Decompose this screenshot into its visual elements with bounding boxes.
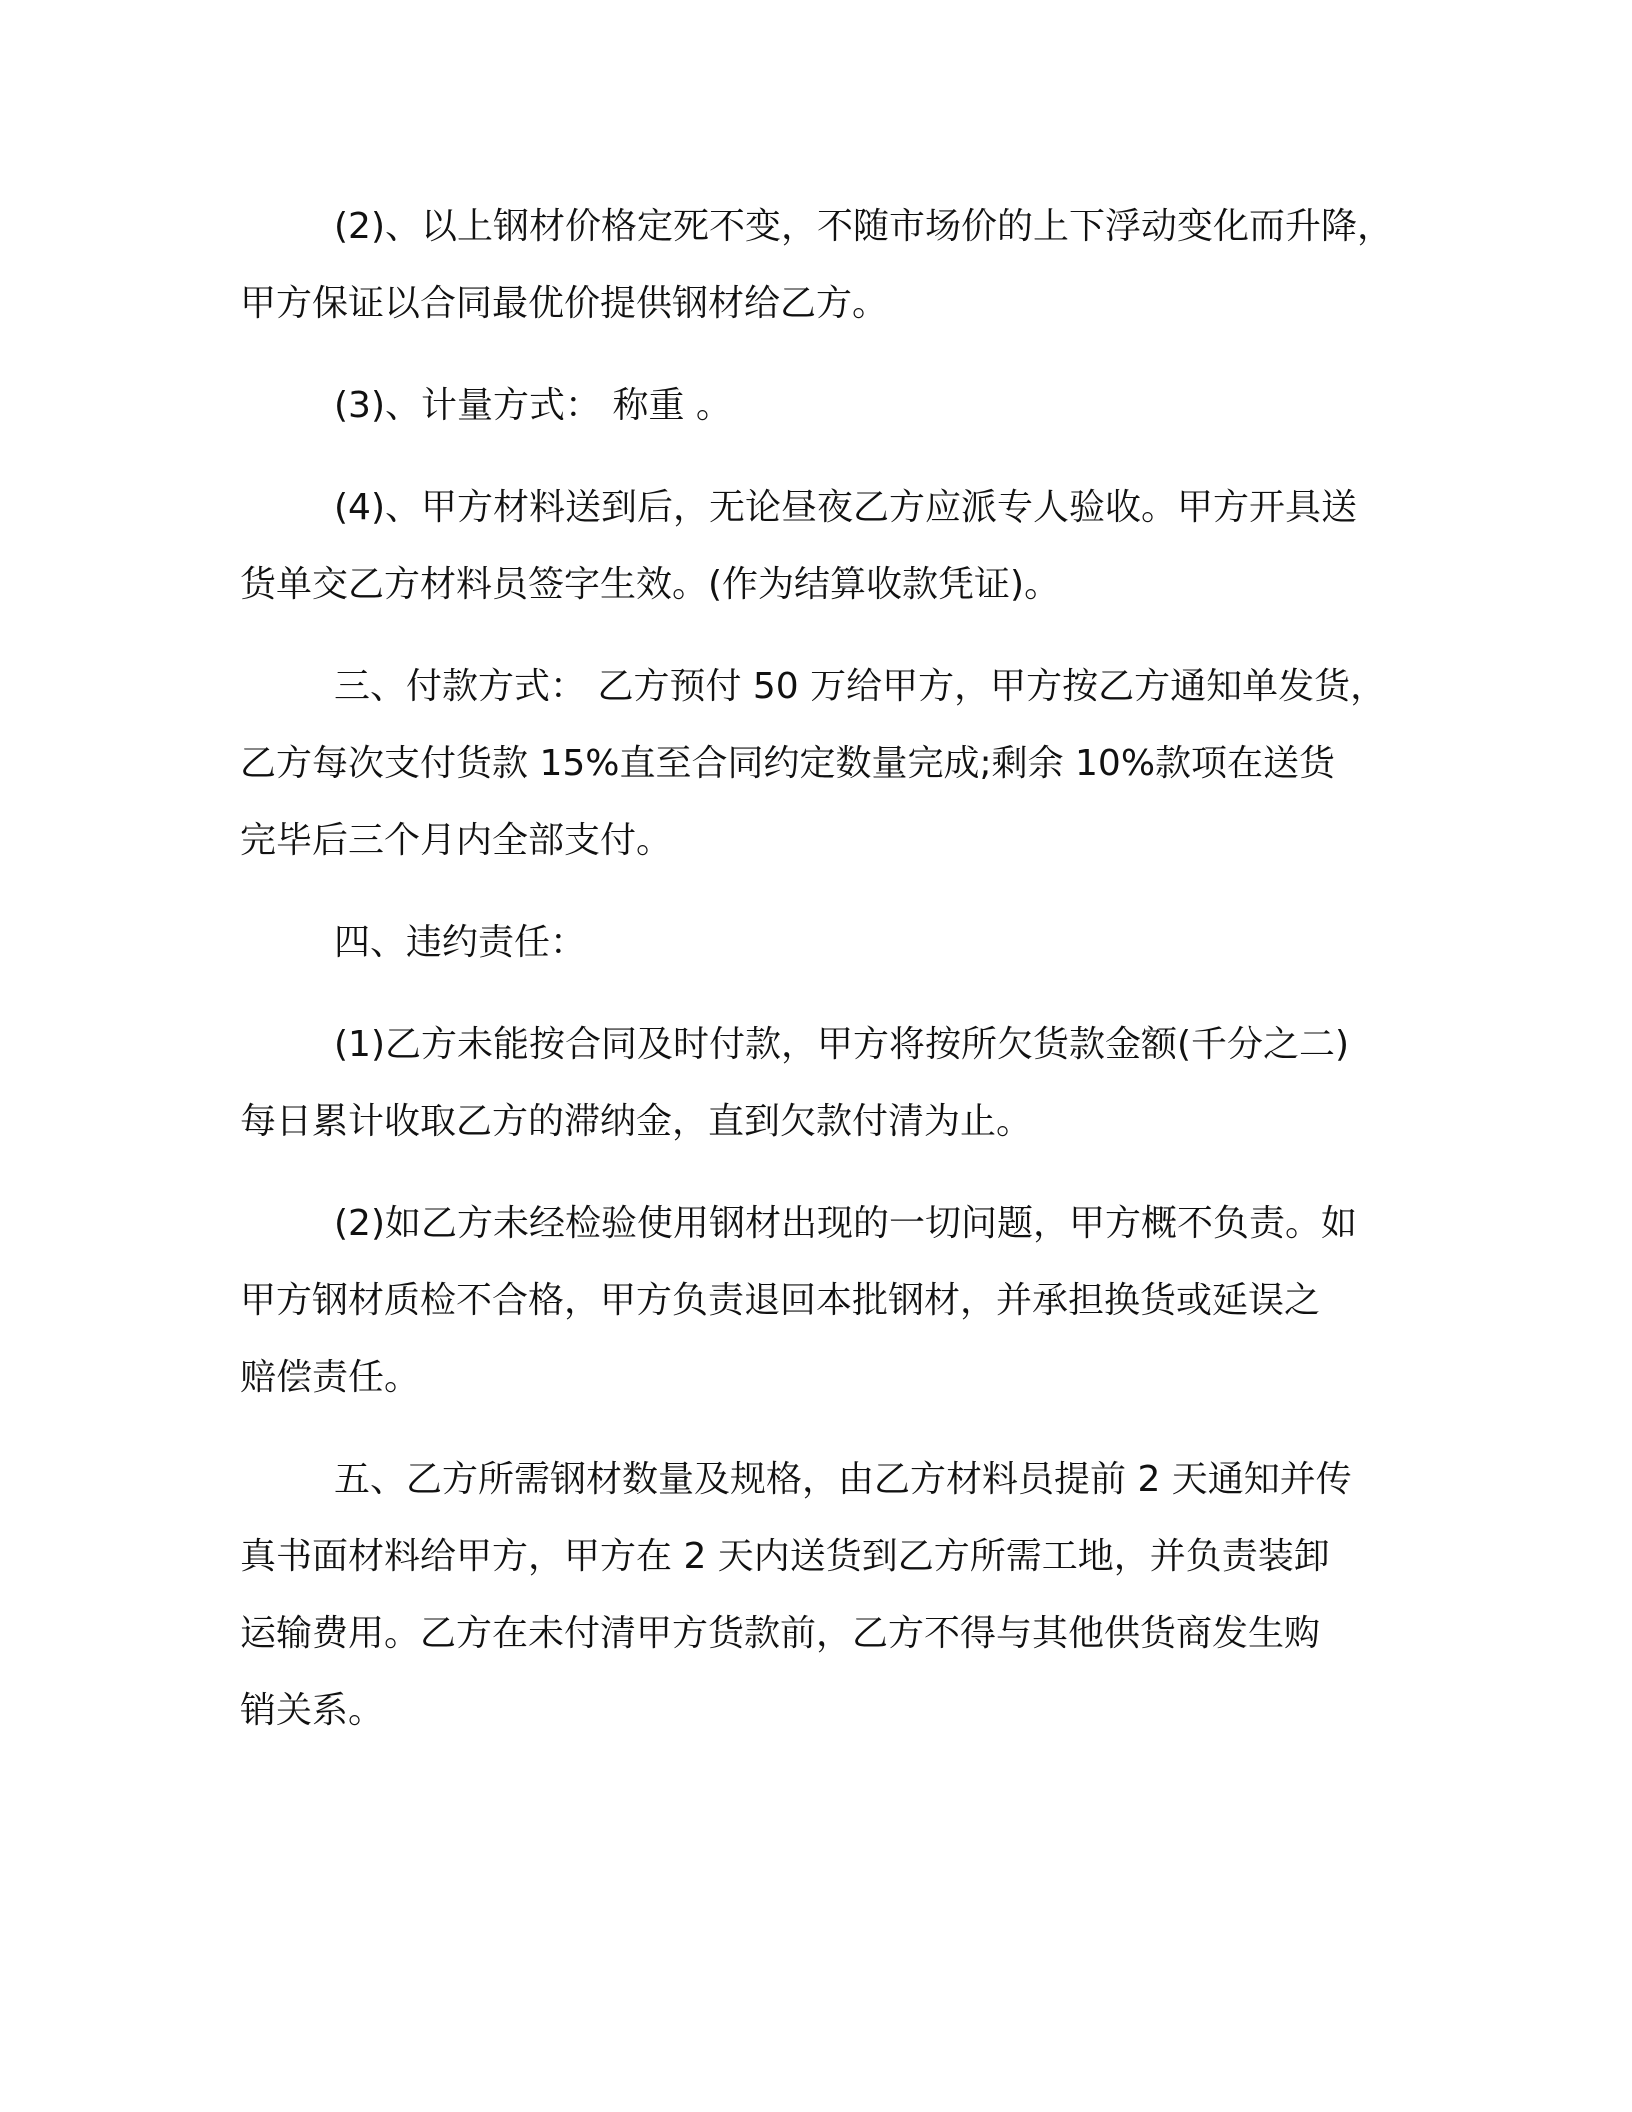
text-line: (1)乙方未能按合同及时付款，甲方将按所欠货款金额(千分之二) [334, 1024, 1350, 1065]
text-line: 五、乙方所需钢材数量及规格，由乙方材料员提前 2 天通知并传 [334, 1459, 1352, 1500]
text-line: 甲方钢材质检不合格，甲方负责退回本批钢材，并承担换货或延误之 [240, 1280, 1321, 1321]
text-line: 三、付款方式： 乙方预付 50 万给甲方，甲方按乙方通知单发货， [334, 666, 1387, 707]
text-line: (2)、以上钢材价格定死不变，不随市场价的上下浮动变化而升降， [334, 206, 1393, 247]
text-line: 销关系。 [240, 1690, 385, 1731]
clause-acceptance [240, 469, 1416, 623]
text-line: 甲方保证以合同最优价提供钢材给乙方。 [240, 283, 889, 324]
text-line: 乙方每次支付货款 15%直至合同约定数量完成;剩余 10%款项在送货 [240, 743, 1336, 784]
text-line: 货单交乙方材料员签字生效。(作为结算收款凭证)。 [240, 564, 1061, 605]
text-line: 每日累计收取乙方的滞纳金，直到欠款付清为止。 [240, 1101, 1033, 1142]
section-order-delivery [240, 1441, 1416, 1749]
section-liability-heading [240, 904, 1416, 981]
text-line: (3)、计量方式： 称重 。 [334, 385, 732, 426]
text-line: 完毕后三个月内全部支付。 [240, 820, 673, 861]
clause-quality [240, 1185, 1416, 1416]
clause-measurement [240, 367, 1416, 444]
text-line: 赔偿责任。 [240, 1357, 421, 1398]
clause-price-fixed [240, 188, 1416, 342]
text-line: 真书面材料给甲方，甲方在 2 天内送货到乙方所需工地，并负责装卸 [240, 1536, 1330, 1577]
text-line: (4)、甲方材料送到后，无论昼夜乙方应派专人验收。甲方开具送 [334, 487, 1357, 528]
text-line: 运输费用。乙方在未付清甲方货款前，乙方不得与其他供货商发生购 [240, 1613, 1321, 1654]
document-body [240, 188, 1416, 1774]
section-payment-method [240, 648, 1416, 879]
clause-late-payment [240, 1006, 1416, 1160]
text-line: (2)如乙方未经检验使用钢材出现的一切问题，甲方概不负责。如 [334, 1203, 1357, 1244]
text-line: 四、违约责任： [334, 922, 587, 963]
